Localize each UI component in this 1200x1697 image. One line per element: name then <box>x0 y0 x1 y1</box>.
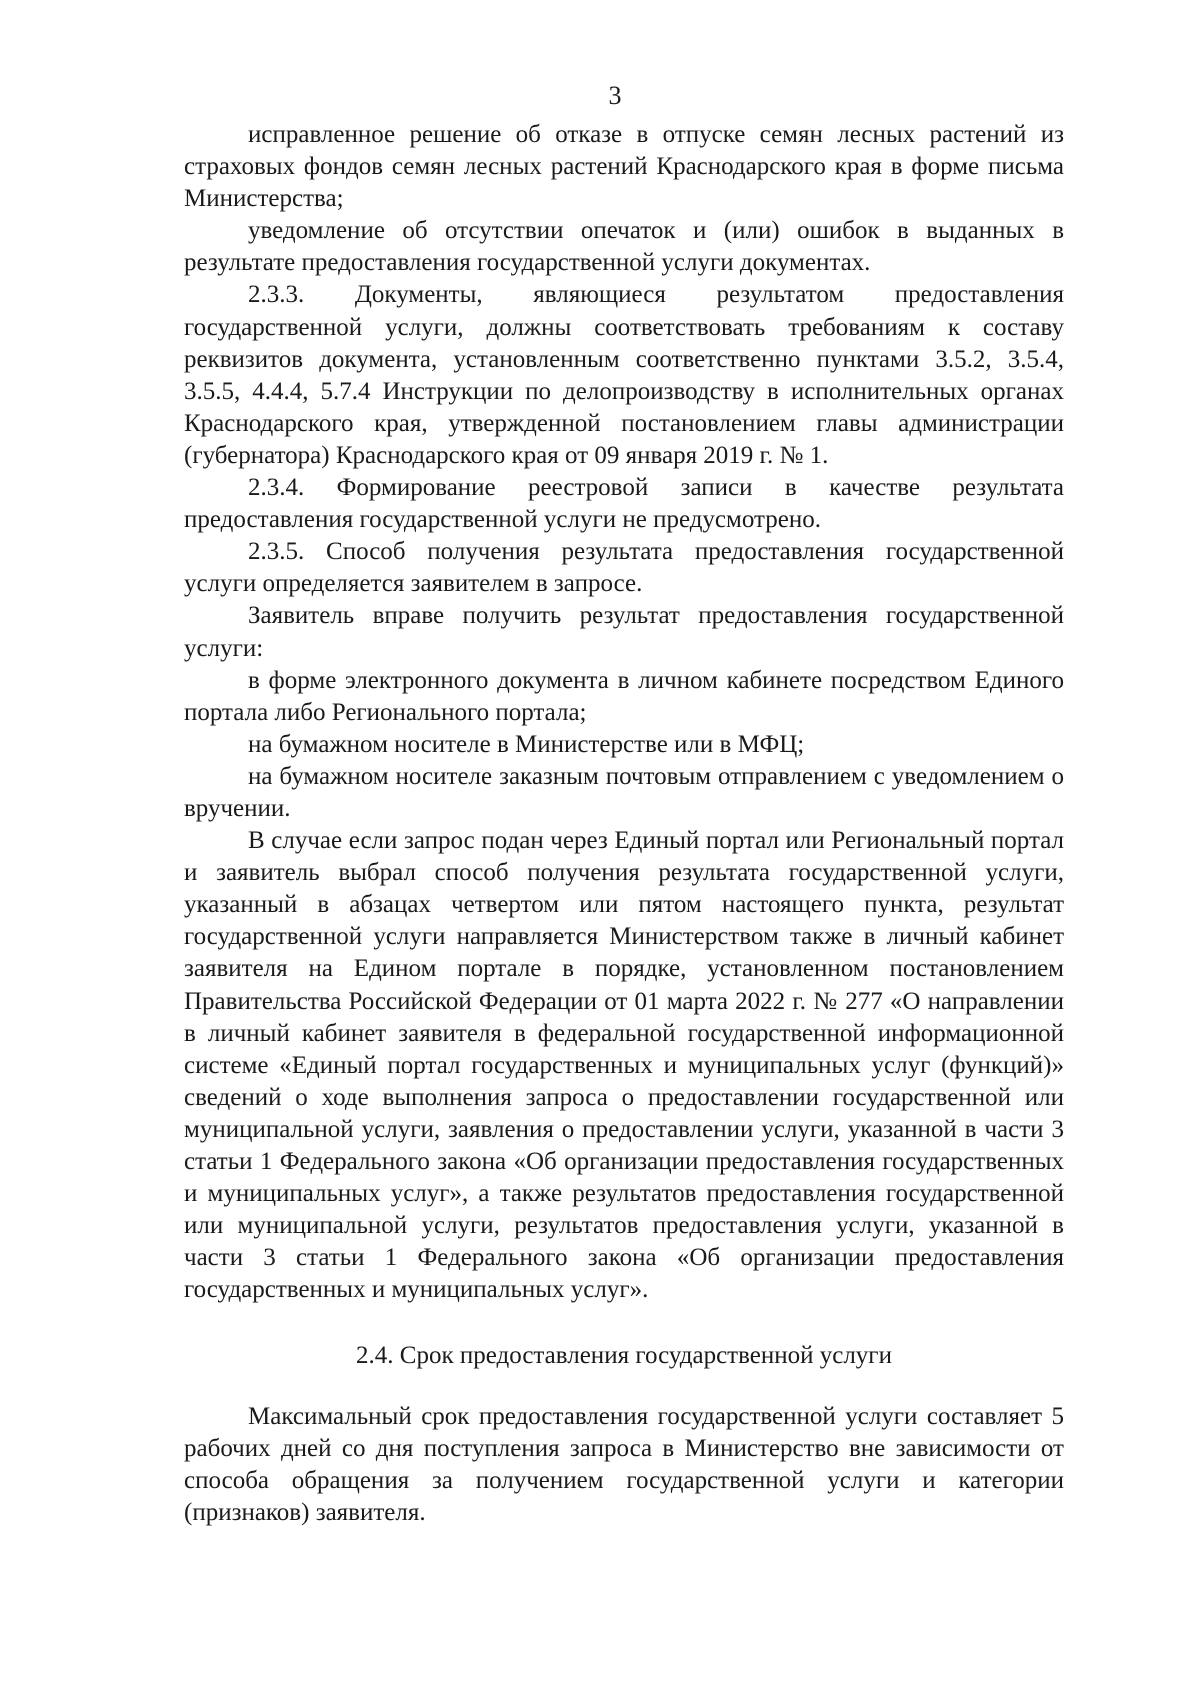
paragraph: 2.3.4. Формирование реестровой записи в качестве результата предоставления государственной услуги не предусмотрено. <box>184 474 1064 534</box>
paragraph: 2.3.5. Способ получения результата предоставления государственной услуги определяется заявителем в запросе. <box>184 538 1064 598</box>
paragraph: уведомление об отсутствии опечаток и (или) ошибок в выданных в результате предоставления государственной услуги документах. <box>184 217 1064 277</box>
page-number: 3 <box>608 81 622 110</box>
paragraph: на бумажном носителе в Министерстве или в МФЦ; <box>248 730 805 758</box>
paragraph: 2.3.3. Документы, являющиеся результатом предоставления государственной услуги, должны соответствовать требованиям к составу реквизитов документа, установленным соответственно пунктами 3.5.2, 3.5.4, 3.5.5, 4.4.4, 5.7.4 Инструкции по делопроизводству в исполнительных органах Краснодарского края, утвержденной постановлением главы администрации (губернатора) Краснодарского края от 09 января 2019 г. № 1. <box>184 281 1064 469</box>
paragraph: на бумажном носителе заказным почтовым отправлением с уведомлением о вручении. <box>184 762 1064 822</box>
paragraph: в форме электронного документа в личном кабинете посредством Единого портала либо Регионального портала; <box>184 666 1064 726</box>
paragraph: Заявитель вправе получить результат предоставления государственной услуги: <box>184 602 1064 662</box>
section-body <box>184 1401 1064 1529</box>
paragraph: исправленное решение об отказе в отпуске семян лесных растений из страховых фондов семян лесных растений Краснодарского края в форме письма Министерства; <box>184 121 1064 213</box>
paragraph: Максимальный срок предоставления государственной услуги составляет 5 рабочих дней со дня поступления запроса в Министерство вне зависимости от способа обращения за получением государственной услуги и категории (признаков) заявителя. <box>184 1403 1064 1527</box>
paragraph: В случае если запрос подан через Единый портал или Региональный портал и заявитель выбрал способ получения результата государственной услуги, указанный в абзацах четвертом или пятом настоящего пункта, результат государственной услуги направляется Министерством также в личный кабинет заявителя на Едином портале в порядке, установленном постановлением Правительства Российской Федерации от 01 марта 2022 г. № 277 «О направлении в личный кабинет заявителя в федеральной государственной информационной системе «Единый портал государственных и муниципальных услуг (функций)» сведений о ходе выполнения запроса о предоставлении государственной или муниципальной услуги, заявления о предоставлении услуги, указанной в части 3 статьи 1 Федерального закона «Об организации предоставления государственных и муниципальных услуг», а также результатов предоставления государственной или муниципальной услуги, результатов предоставления услуги, указанной в части 3 статьи 1 Федерального закона «Об организации предоставления государственных и муниципальных услуг». <box>184 827 1064 1304</box>
document-body <box>184 119 1064 1306</box>
section-heading: 2.4. Срок предоставления государственной услуги <box>356 1342 892 1369</box>
